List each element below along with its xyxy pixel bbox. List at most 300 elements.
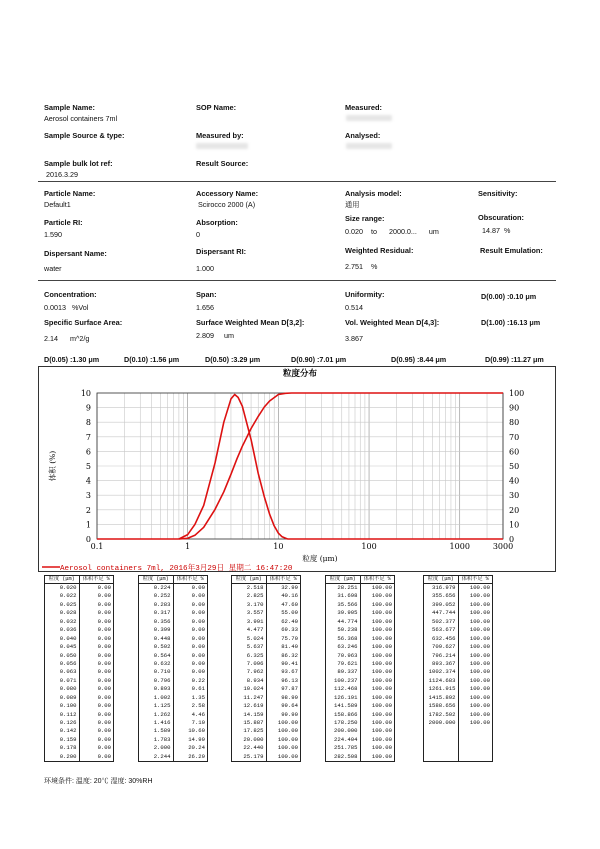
table-cell: 17.825 [243, 727, 264, 735]
y-tick-label-right: 40 [509, 476, 520, 486]
table-cell: 126.191 [334, 693, 358, 701]
table-cell: 251.785 [334, 744, 358, 752]
table-cell: 100.00 [371, 651, 392, 659]
table-header-cell: 体积不足 % [176, 576, 204, 582]
table-cell: 100.00 [469, 609, 490, 617]
table-cell: 100.00 [277, 719, 298, 726]
table-cell: 0.00 [97, 592, 111, 600]
swm-label: Surface Weighted Mean D[3,2]: [196, 318, 305, 327]
concentration-value: 0.0013 %Vol [44, 303, 89, 312]
table-cell: 0.893 [153, 685, 171, 693]
table-cell: 1.589 [153, 727, 171, 735]
divider [38, 181, 556, 182]
table-cell: 0.142 [59, 727, 77, 735]
table-cell: 81.40 [281, 643, 298, 651]
x-axis-label: 粒度 (μm) [302, 554, 338, 563]
table-cell: 98.99 [281, 693, 298, 701]
table-cell: 0.00 [97, 719, 111, 726]
table-header-cell: 粒度 (μm) [424, 576, 459, 583]
table-cell: 2000.000 [428, 719, 456, 726]
particle-ri-value: 1.590 [44, 230, 62, 239]
table-cell: 100.00 [277, 752, 298, 760]
table-cell: 0.050 [59, 651, 77, 659]
table-cell: 0.159 [59, 735, 77, 743]
table-cell: 100.00 [371, 727, 392, 735]
table-cell: 0.00 [191, 584, 205, 591]
table-cell: 0.00 [97, 735, 111, 743]
table-cell: 447.744 [432, 609, 456, 617]
y-tick-label-left: 8 [85, 418, 91, 428]
table-cell: 99.64 [281, 702, 298, 710]
table-cell: 0.00 [191, 651, 205, 659]
table-cell [459, 727, 493, 735]
particle-size-chart [38, 366, 556, 572]
table-cell: 0.045 [59, 643, 77, 651]
y-tick-label-right: 90 [509, 403, 520, 413]
table-cell: 0.22 [191, 676, 205, 684]
redacted-value [346, 115, 392, 121]
redacted-value [196, 143, 248, 149]
table-cell: 35.566 [337, 600, 358, 608]
data-table-block [44, 575, 114, 762]
table-cell: 0.00 [97, 744, 111, 752]
table-cell: 0.317 [153, 609, 171, 617]
d-value: D(0.90) :7.01 μm [291, 355, 347, 364]
table-cell: 47.60 [281, 600, 298, 608]
table-cell: 3.991 [246, 617, 264, 625]
legend-text: Aerosol containers 7ml, 2016年3月29日 星期二 16:47:20 [60, 565, 293, 573]
table-cell: 28.251 [337, 584, 358, 591]
sample-name-label: Sample Name: [44, 103, 95, 112]
table-cell: 31.698 [337, 592, 358, 600]
table-cell: 2.518 [246, 584, 264, 591]
table-cell: 7.096 [246, 659, 264, 667]
table-cell: 0.00 [97, 634, 111, 642]
table-cell: 0.00 [97, 668, 111, 676]
table-cell: 0.040 [59, 634, 77, 642]
chart-title: 粒度分布 [282, 369, 318, 379]
table-cell: 224.404 [334, 735, 358, 743]
table-cell: 14.159 [243, 710, 264, 718]
table-header [45, 576, 113, 584]
table-cell: 100.00 [469, 626, 490, 634]
y-tick-label-left: 2 [85, 505, 91, 515]
table-cell: 100.00 [371, 617, 392, 625]
d-value: D(0.99) :11.27 μm [485, 355, 544, 364]
vwm-value: 3.867 [345, 334, 363, 343]
x-tick-label: 1 [185, 542, 191, 551]
table-cell: 1261.915 [428, 685, 456, 693]
table-cell: 0.00 [97, 685, 111, 693]
table-cell: 70.963 [337, 651, 358, 659]
dispersant-ri-value: 1.000 [196, 264, 214, 273]
table-cell: 796.214 [432, 651, 456, 659]
table-cell: 200.000 [334, 727, 358, 735]
table-cell [424, 736, 458, 744]
table-cell: 0.502 [153, 643, 171, 651]
table-cell: 7.10 [191, 719, 205, 726]
table-cell: 100.00 [371, 735, 392, 743]
accessory-label: Accessory Name: [196, 189, 259, 198]
data-table-block [138, 575, 208, 762]
table-cell: 100.00 [371, 685, 392, 693]
table-cell: 40.16 [281, 592, 298, 600]
table-cell: 3.170 [246, 600, 264, 608]
table-cell: 0.00 [191, 609, 205, 617]
table-cell: 100.237 [334, 676, 358, 684]
y-tick-label-right: 0 [509, 535, 515, 544]
table-cell: 355.656 [432, 592, 456, 600]
table-cell: 7.962 [246, 668, 264, 676]
volume-column [361, 584, 395, 761]
table-cell: 25.179 [243, 752, 264, 760]
table-cell: 709.627 [432, 643, 456, 651]
x-tick-label: 100 [361, 542, 377, 551]
uniformity-value: 0.514 [345, 303, 363, 312]
table-cell: 0.00 [191, 592, 205, 600]
table-cell: 0.00 [191, 643, 205, 651]
volume-column [267, 584, 301, 761]
table-cell: 282.508 [334, 752, 358, 760]
table-header [139, 576, 207, 584]
y-tick-label-left: 10 [80, 389, 91, 398]
table-cell: 0.00 [97, 600, 111, 608]
size-range-value: 0.020 to 2000.0... um [345, 227, 439, 236]
concentration-label: Concentration: [44, 290, 97, 299]
table-cell: 39.905 [337, 609, 358, 617]
table-cell: 1.262 [153, 710, 171, 718]
table-header [424, 576, 492, 584]
analysed-label: Analysed: [345, 131, 381, 140]
d100-value: D(1.00) :16.13 μm [481, 318, 541, 327]
table-cell: 26.29 [188, 752, 205, 760]
table-cell: 0.399 [153, 626, 171, 634]
table-cell [459, 736, 493, 744]
bulk-lot-value: 2016.3.29 [46, 170, 78, 179]
table-cell: 0.00 [97, 752, 111, 760]
x-tick-label: 0.1 [90, 542, 104, 551]
table-cell: 100.00 [371, 719, 392, 726]
table-cell: 0.112 [59, 710, 77, 718]
table-cell: 0.00 [97, 584, 111, 591]
table-cell: 0.00 [191, 634, 205, 642]
table-cell: 0.036 [59, 626, 77, 634]
dispersant-name-label: Dispersant Name: [44, 249, 107, 258]
table-cell: 97.87 [281, 685, 298, 693]
x-tick-label: 1000 [449, 542, 470, 551]
table-cell: 0.283 [153, 600, 171, 608]
table-header [326, 576, 394, 584]
table-cell: 100.00 [371, 752, 392, 760]
table-header-cell: 粒度 (μm) [45, 576, 80, 583]
particle-name-label: Particle Name: [44, 189, 96, 198]
table-cell: 0.00 [97, 609, 111, 617]
x-tick-label: 10 [273, 542, 284, 551]
table-cell: 86.32 [281, 651, 298, 659]
table-cell: 0.032 [59, 617, 77, 625]
table-cell: 399.052 [432, 600, 456, 608]
y-tick-label-left: 6 [85, 447, 91, 457]
table-header-cell: 粒度 (μm) [232, 576, 267, 583]
chart-svg [39, 367, 555, 571]
table-cell: 0.056 [59, 659, 77, 667]
weighted-residual-label: Weighted Residual: [345, 246, 414, 255]
table-cell: 158.866 [334, 710, 358, 718]
table-cell [459, 744, 493, 752]
table-cell: 0.178 [59, 744, 77, 752]
table-cell: 0.00 [191, 668, 205, 676]
table-cell: 5.024 [246, 634, 264, 642]
table-cell: 0.00 [97, 710, 111, 718]
y-tick-label-left: 5 [85, 462, 91, 471]
table-cell: 99.90 [281, 710, 298, 718]
table-cell: 0.00 [97, 643, 111, 651]
table-cell: 89.337 [337, 668, 358, 676]
table-cell: 6.325 [246, 651, 264, 659]
d-value: D(0.95) :8.44 μm [391, 355, 447, 364]
table-cell: 93.67 [281, 668, 298, 676]
table-header [232, 576, 300, 584]
table-cell: 100.00 [371, 592, 392, 600]
vwm-label: Vol. Weighted Mean D[4,3]: [345, 318, 440, 327]
table-cell: 0.020 [59, 584, 77, 591]
d000-value: D(0.00) :0.10 μm [481, 292, 537, 301]
table-cell: 1.35 [191, 693, 205, 701]
table-cell: 10.60 [188, 727, 205, 735]
table-cell: 0.448 [153, 634, 171, 642]
table-header-cell: 粒度 (μm) [326, 576, 361, 583]
table-cell: 0.710 [153, 668, 171, 676]
table-cell: 0.224 [153, 584, 171, 591]
table-cell: 2.825 [246, 592, 264, 600]
volume-column [174, 584, 208, 761]
table-cell: 100.00 [371, 744, 392, 752]
y-tick-label-left: 7 [85, 432, 91, 442]
particle-name-value: Default1 [44, 200, 71, 209]
dispersant-ri-label: Dispersant RI: [196, 247, 247, 256]
table-cell: 563.677 [432, 626, 456, 634]
accessory-value: Scirocco 2000 (A) [198, 200, 256, 209]
table-cell: 10.024 [243, 685, 264, 693]
table-cell [424, 753, 458, 761]
table-cell: 100.00 [277, 735, 298, 743]
y-tick-label-left: 4 [85, 476, 91, 486]
table-cell: 100.00 [371, 609, 392, 617]
table-cell: 0.071 [59, 676, 77, 684]
table-cell: 3.557 [246, 609, 264, 617]
table-cell: 0.252 [153, 592, 171, 600]
table-cell: 100.00 [469, 659, 490, 667]
table-cell [424, 727, 458, 735]
table-cell: 22.440 [243, 744, 264, 752]
table-body [326, 584, 394, 761]
uniformity-label: Uniformity: [345, 290, 385, 299]
table-cell: 0.00 [191, 659, 205, 667]
table-cell: 100.00 [371, 659, 392, 667]
table-cell: 100.00 [469, 600, 490, 608]
table-cell: 100.00 [371, 584, 392, 591]
table-cell: 100.00 [469, 685, 490, 693]
table-cell: 0.126 [59, 719, 77, 726]
weighted-residual-value: 2.751 % [345, 262, 378, 271]
table-cell: 63.246 [337, 643, 358, 651]
table-cell: 100.00 [469, 693, 490, 701]
table-cell: 75.70 [281, 634, 298, 642]
size-column [45, 584, 80, 761]
d-value: D(0.10) :1.56 μm [124, 355, 180, 364]
table-cell: 0.61 [191, 685, 205, 693]
table-cell: 1.002 [153, 693, 171, 701]
ssa-value: 2.14 m^2/g [44, 334, 90, 343]
table-cell: 0.00 [97, 702, 111, 710]
table-cell: 0.200 [59, 752, 77, 760]
table-cell: 112.468 [334, 685, 358, 693]
table-cell: 8.934 [246, 676, 264, 684]
table-cell: 4.46 [191, 710, 205, 718]
table-cell: 502.377 [432, 617, 456, 625]
table-cell: 100.00 [469, 584, 490, 591]
divider [38, 280, 556, 281]
y-tick-label-right: 60 [509, 447, 520, 457]
table-cell: 0.564 [153, 651, 171, 659]
table-cell: 2.000 [153, 744, 171, 752]
table-cell: 96.13 [281, 676, 298, 684]
table-cell: 1.416 [153, 719, 171, 726]
table-cell: 100.00 [469, 651, 490, 659]
table-cell: 0.00 [191, 600, 205, 608]
table-cell: 1124.683 [428, 676, 456, 684]
table-cell: 1.125 [153, 702, 171, 710]
size-range-label: Size range: [345, 214, 385, 223]
y-tick-label-left: 0 [85, 535, 91, 544]
table-cell: 100.00 [371, 710, 392, 718]
table-cell: 11.247 [243, 693, 264, 701]
y-tick-label-left: 1 [85, 520, 91, 530]
y-tick-label-right: 100 [509, 389, 525, 398]
sensitivity-label: Sensitivity: [478, 189, 518, 198]
obscuration-label: Obscuration: [478, 213, 524, 222]
table-cell: 0.022 [59, 592, 77, 600]
table-cell: 178.250 [334, 719, 358, 726]
table-cell: 100.00 [371, 676, 392, 684]
particle-ri-label: Particle RI: [44, 218, 83, 227]
table-cell: 100.00 [371, 626, 392, 634]
table-cell: 100.00 [469, 676, 490, 684]
sample-source-label: Sample Source & type: [44, 131, 125, 140]
table-body [232, 584, 300, 761]
absorption-label: Absorption: [196, 218, 238, 227]
table-cell: 100.00 [371, 643, 392, 651]
table-cell: 14.99 [188, 735, 205, 743]
table-cell: 56.368 [337, 634, 358, 642]
table-cell: 100.00 [371, 668, 392, 676]
x-tick-label: 3000 [492, 542, 514, 551]
measured-label: Measured: [345, 103, 382, 112]
dispersant-name-value: water [44, 264, 62, 273]
y-tick-label-right: 30 [509, 491, 520, 501]
table-cell: 100.00 [469, 643, 490, 651]
table-cell: 0.00 [97, 659, 111, 667]
table-cell: 0.080 [59, 685, 77, 693]
data-table-block [231, 575, 301, 762]
table-cell: 32.99 [281, 584, 298, 591]
chart-legend [38, 562, 556, 572]
table-cell: 0.00 [97, 651, 111, 659]
table-cell: 1.783 [153, 735, 171, 743]
y-tick-label-left: 9 [85, 403, 91, 413]
table-body [424, 584, 492, 761]
data-table-block [325, 575, 395, 762]
table-header-cell: 体积不足 % [363, 576, 391, 582]
table-cell: 0.00 [97, 693, 111, 701]
y-axis-label: 体积 (%) [48, 450, 57, 482]
table-cell: 0.796 [153, 676, 171, 684]
table-cell: 1415.892 [428, 693, 456, 701]
table-cell: 0.00 [97, 727, 111, 735]
table-header-cell: 粒度 (μm) [139, 576, 174, 583]
table-cell: 50.238 [337, 626, 358, 634]
table-cell: 100.00 [469, 592, 490, 600]
table-cell: 0.100 [59, 702, 77, 710]
table-header-cell: 体积不足 % [269, 576, 297, 582]
table-cell [459, 753, 493, 761]
table-cell: 55.09 [281, 609, 298, 617]
table-cell: 90.41 [281, 659, 298, 667]
table-cell: 0.00 [97, 626, 111, 634]
table-cell: 4.477 [246, 626, 264, 634]
legend-line-icon [42, 563, 62, 571]
table-cell: 0.00 [191, 626, 205, 634]
table-header-cell: 体积不足 % [461, 576, 489, 582]
volume-column [80, 584, 114, 761]
table-cell: 5.637 [246, 643, 264, 651]
size-column [232, 584, 267, 761]
bulk-lot-label: Sample bulk lot ref: [44, 159, 113, 168]
d-value: D(0.50) :3.29 μm [205, 355, 261, 364]
table-cell: 141.589 [334, 702, 358, 710]
table-cell: 100.00 [371, 634, 392, 642]
obscuration-value: 14.87 % [482, 226, 511, 235]
analysis-model-label: Analysis model: [345, 189, 402, 198]
size-column [424, 584, 459, 761]
table-cell: 15.887 [243, 719, 264, 726]
size-column [139, 584, 174, 761]
table-cell: 100.00 [469, 710, 490, 718]
d-value: D(0.05) :1.30 μm [44, 355, 100, 364]
table-cell: 100.00 [371, 600, 392, 608]
table-header-cell: 体积不足 % [82, 576, 110, 582]
table-cell: 0.00 [191, 617, 205, 625]
table-cell: 1002.374 [428, 668, 456, 676]
data-table-block [423, 575, 493, 762]
table-cell: 632.456 [432, 634, 456, 642]
volume-column [459, 584, 493, 761]
environment-conditions: 环境条件: 温度: 20℃ 湿度: 30%RH [44, 778, 153, 785]
table-cell: 0.025 [59, 600, 77, 608]
table-cell: 316.979 [432, 584, 456, 591]
table-cell: 62.40 [281, 617, 298, 625]
ssa-label: Specific Surface Area: [44, 318, 123, 327]
table-cell: 44.774 [337, 617, 358, 625]
table-cell: 0.00 [97, 617, 111, 625]
measured-by-label: Measured by: [196, 131, 244, 140]
sop-name-label: SOP Name: [196, 103, 237, 112]
span-label: Span: [196, 290, 217, 299]
table-cell: 20.000 [243, 735, 264, 743]
y-tick-label-right: 50 [509, 462, 520, 471]
table-cell: 69.33 [281, 626, 298, 634]
size-column [326, 584, 361, 761]
